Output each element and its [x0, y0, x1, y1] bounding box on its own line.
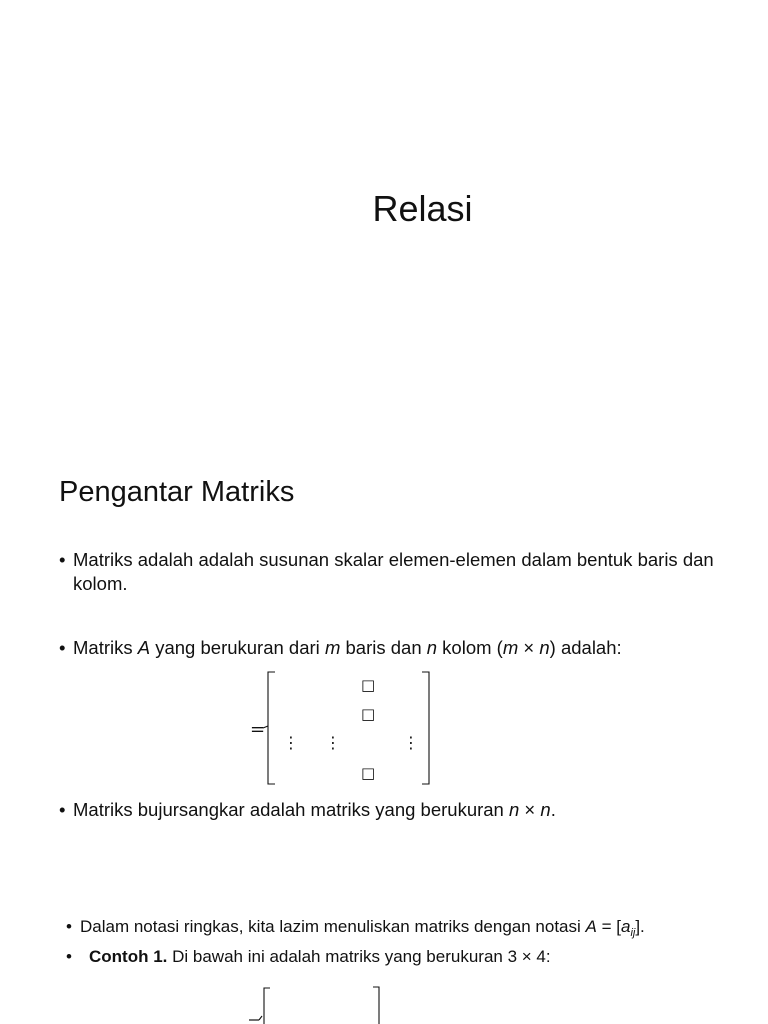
- text-span: = [: [596, 917, 621, 936]
- bullet-matrix-definition: [59, 548, 733, 596]
- section-heading: Pengantar Matriks: [59, 476, 295, 508]
- text-span: ].: [635, 917, 645, 936]
- math-m: m: [502, 637, 519, 658]
- left-bracket-hook: [259, 1016, 262, 1020]
- bullet-dot: •: [59, 637, 66, 658]
- text-span: Matriks: [73, 637, 138, 658]
- vdots-symbol: ⋮: [325, 733, 341, 752]
- math-aij: a: [620, 917, 631, 936]
- right-bracket: [373, 987, 379, 1024]
- bullet-text: Matriks adalah adalah susunan skalar elemen-elemen dalam bentuk baris dan kolom.: [73, 549, 714, 594]
- math-n: n: [540, 799, 551, 820]
- bullet-square-matrix: [59, 798, 733, 822]
- equals-sign: =: [250, 719, 266, 740]
- left-bracket: [264, 988, 270, 1024]
- times-symbol: ×: [518, 637, 540, 658]
- right-bracket: [422, 672, 429, 784]
- text-span: baris dan: [340, 637, 427, 658]
- bullet-dot: •: [59, 799, 66, 820]
- example-matrix-graphic: [245, 980, 395, 1024]
- slide-title: Relasi: [372, 188, 473, 229]
- math-n: n: [426, 637, 438, 658]
- math-subscript-ij: ij: [630, 927, 636, 939]
- bullet-dot: •: [66, 947, 72, 966]
- text-span: Di bawah ini adalah matriks yang berukuran 3 × 4:: [167, 947, 551, 966]
- bullet-example: [66, 945, 768, 969]
- math-n: n: [509, 799, 520, 820]
- vdots-symbol: ⋮: [403, 733, 419, 752]
- text-span: .: [550, 799, 556, 820]
- text-span: Dalam notasi ringkas, kita lazim menuliskan matriks dengan notasi: [80, 917, 586, 936]
- math-a: A: [137, 637, 151, 658]
- bullet-matrix-size: [59, 636, 733, 660]
- text-span: ) adalah:: [549, 637, 622, 658]
- placeholder-box: □: [361, 705, 376, 723]
- times-symbol: ×: [519, 799, 541, 820]
- text-span: yang berukuran dari: [150, 637, 325, 658]
- text-span: Matriks bujursangkar adalah matriks yang berukuran: [73, 799, 509, 820]
- left-bracket: [268, 672, 275, 784]
- bullet-notation: [66, 915, 768, 945]
- example-label: Contoh 1.: [89, 947, 168, 966]
- placeholder-box: □: [361, 676, 376, 694]
- math-n: n: [539, 637, 550, 658]
- text-span: kolom (: [437, 637, 503, 658]
- math-a: A: [585, 917, 597, 936]
- placeholder-box: □: [361, 764, 376, 782]
- bullet-dot: •: [59, 549, 66, 570]
- math-m: m: [324, 637, 341, 658]
- vdots-symbol: ⋮: [283, 733, 299, 752]
- matrix-equation-graphic: [245, 668, 445, 790]
- bullet-dot: •: [66, 917, 72, 936]
